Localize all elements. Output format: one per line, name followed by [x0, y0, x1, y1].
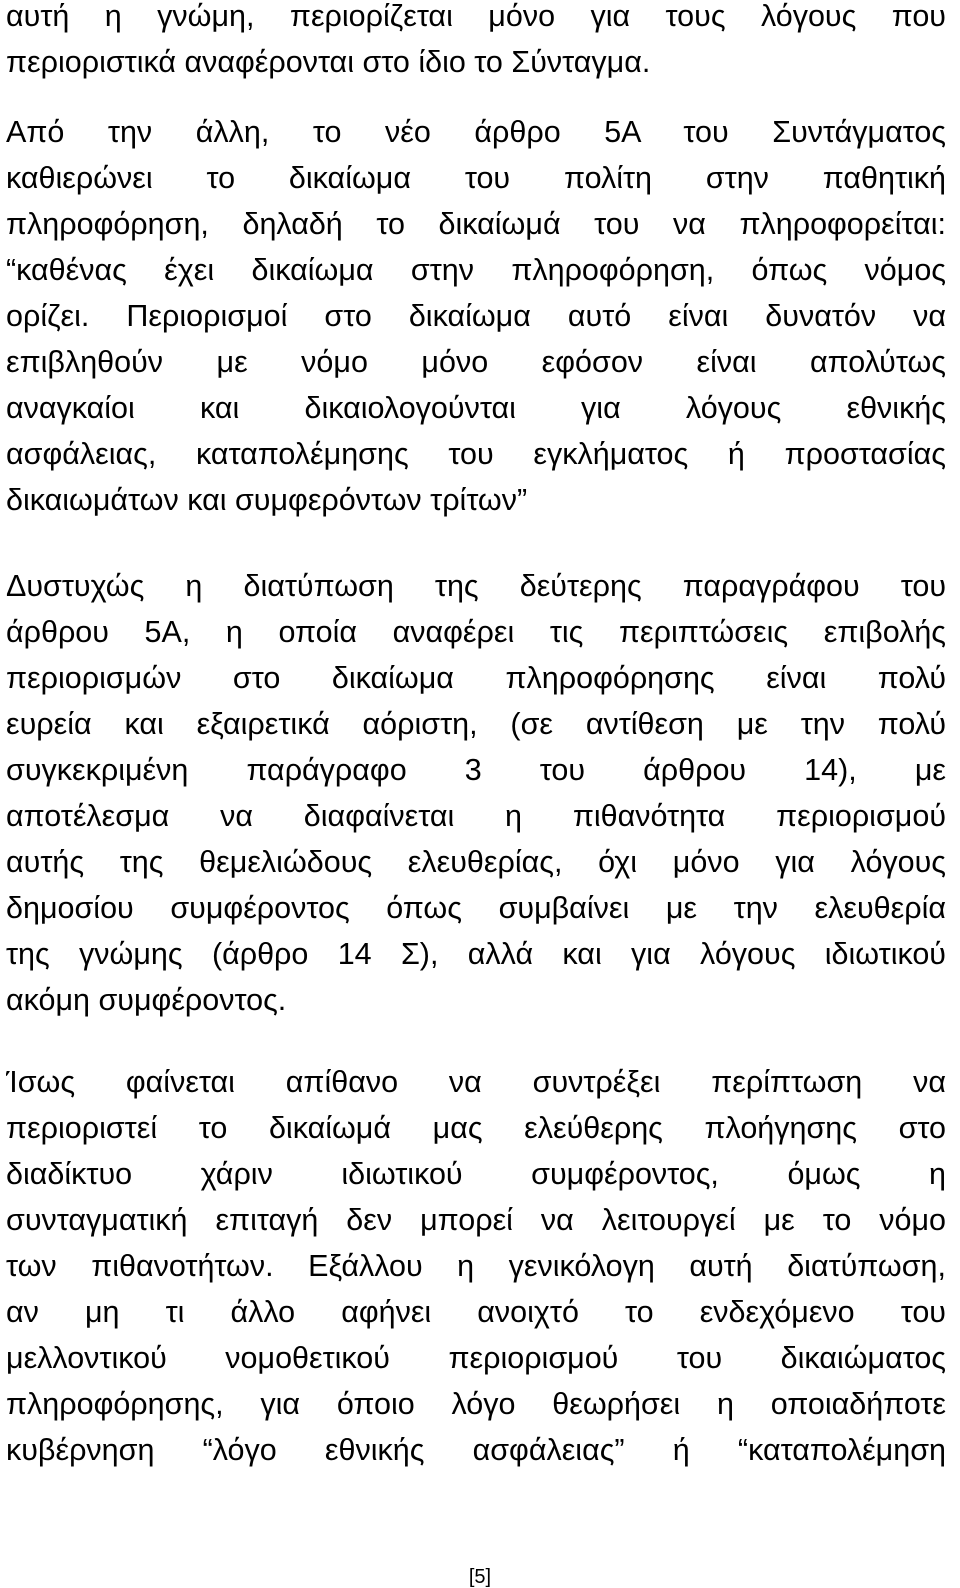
text-line: άρθρου 5Α, η οποία αναφέρει τις περιπτώσεις επιβολής [6, 615, 946, 649]
text-line: ευρεία και εξαιρετικά αόριστη, (σε αντίθεση με την πολύ [6, 707, 946, 741]
text-line: κυβέρνηση “λόγο εθνικής ασφάλειας” ή “καταπολέμηση [6, 1433, 946, 1467]
text-line: της γνώμης (άρθρο 14 Σ), αλλά και για λόγους ιδιωτικού [6, 937, 946, 971]
text-line: περιοριστεί το δικαίωμά μας ελεύθερης πλοήγησης στο [6, 1111, 946, 1145]
text-line: αποτέλεσμα να διαφαίνεται η πιθανότητα περιορισμού [6, 799, 946, 833]
text-line: Δυστυχώς η διατύπωση της δεύτερης παραγράφου του [6, 569, 946, 603]
text-line: επιβληθούν με νόμο μόνο εφόσον είναι απολύτως [6, 345, 946, 379]
text-line: συνταγματική επιταγή δεν μπορεί να λειτουργεί με το νόμο [6, 1203, 946, 1237]
text-line: δημοσίου συμφέροντος όπως συμβαίνει με την ελευθερία [6, 891, 946, 925]
text-line: των πιθανοτήτων. Εξάλλου η γενικόλογη αυτή διατύπωση, [6, 1249, 946, 1283]
text-line: ακόμη συμφέροντος. [6, 983, 287, 1017]
text-line: πληροφόρησης, για όποιο λόγο θεωρήσει η οποιαδήποτε [6, 1387, 946, 1421]
text-line: δικαιωμάτων και συμφερόντων τρίτων” [6, 483, 528, 517]
text-line: αυτή η γνώμη, περιορίζεται μόνο για τους λόγους που [6, 0, 946, 33]
text-line: μελλοντικού νομοθετικού περιορισμού του δικαιώματος [6, 1341, 946, 1375]
text-line: ασφάλειας, καταπολέμησης του εγκλήματος ή προστασίας [6, 437, 946, 471]
text-line: συγκεκριμένη παράγραφο 3 του άρθρου 14), με [6, 753, 946, 787]
text-line: Από την άλλη, το νέο άρθρο 5Α του Συντάγματος [6, 115, 946, 149]
text-line: καθιερώνει το δικαίωμα του πολίτη στην παθητική [6, 161, 946, 195]
text-line: περιοριστικά αναφέρονται στο ίδιο το Σύνταγμα. [6, 45, 651, 79]
text-line: διαδίκτυο χάριν ιδιωτικού συμφέροντος, όμως η [6, 1157, 946, 1191]
text-line: αυτής της θεμελιώδους ελευθερίας, όχι μόνο για λόγους [6, 845, 946, 879]
text-line: περιορισμών στο δικαίωμα πληροφόρησης είναι πολύ [6, 661, 946, 695]
text-line: Ίσως φαίνεται απίθανο να συντρέξει περίπτωση να [6, 1065, 946, 1099]
page-number: [5] [468, 1566, 492, 1588]
text-line: αν μη τι άλλο αφήνει ανοιχτό το ενδεχόμενο του [6, 1295, 946, 1329]
text-line: “καθένας έχει δικαίωμα στην πληροφόρηση, όπως νόμος [6, 253, 946, 287]
text-line: αναγκαίοι και δικαιολογούνται για λόγους εθνικής [6, 391, 946, 425]
text-line: πληροφόρηση, δηλαδή το δικαίωμά του να πληροφορείται: [6, 207, 946, 241]
text-line: ορίζει. Περιορισμοί στο δικαίωμα αυτό είναι δυνατόν να [6, 299, 946, 333]
